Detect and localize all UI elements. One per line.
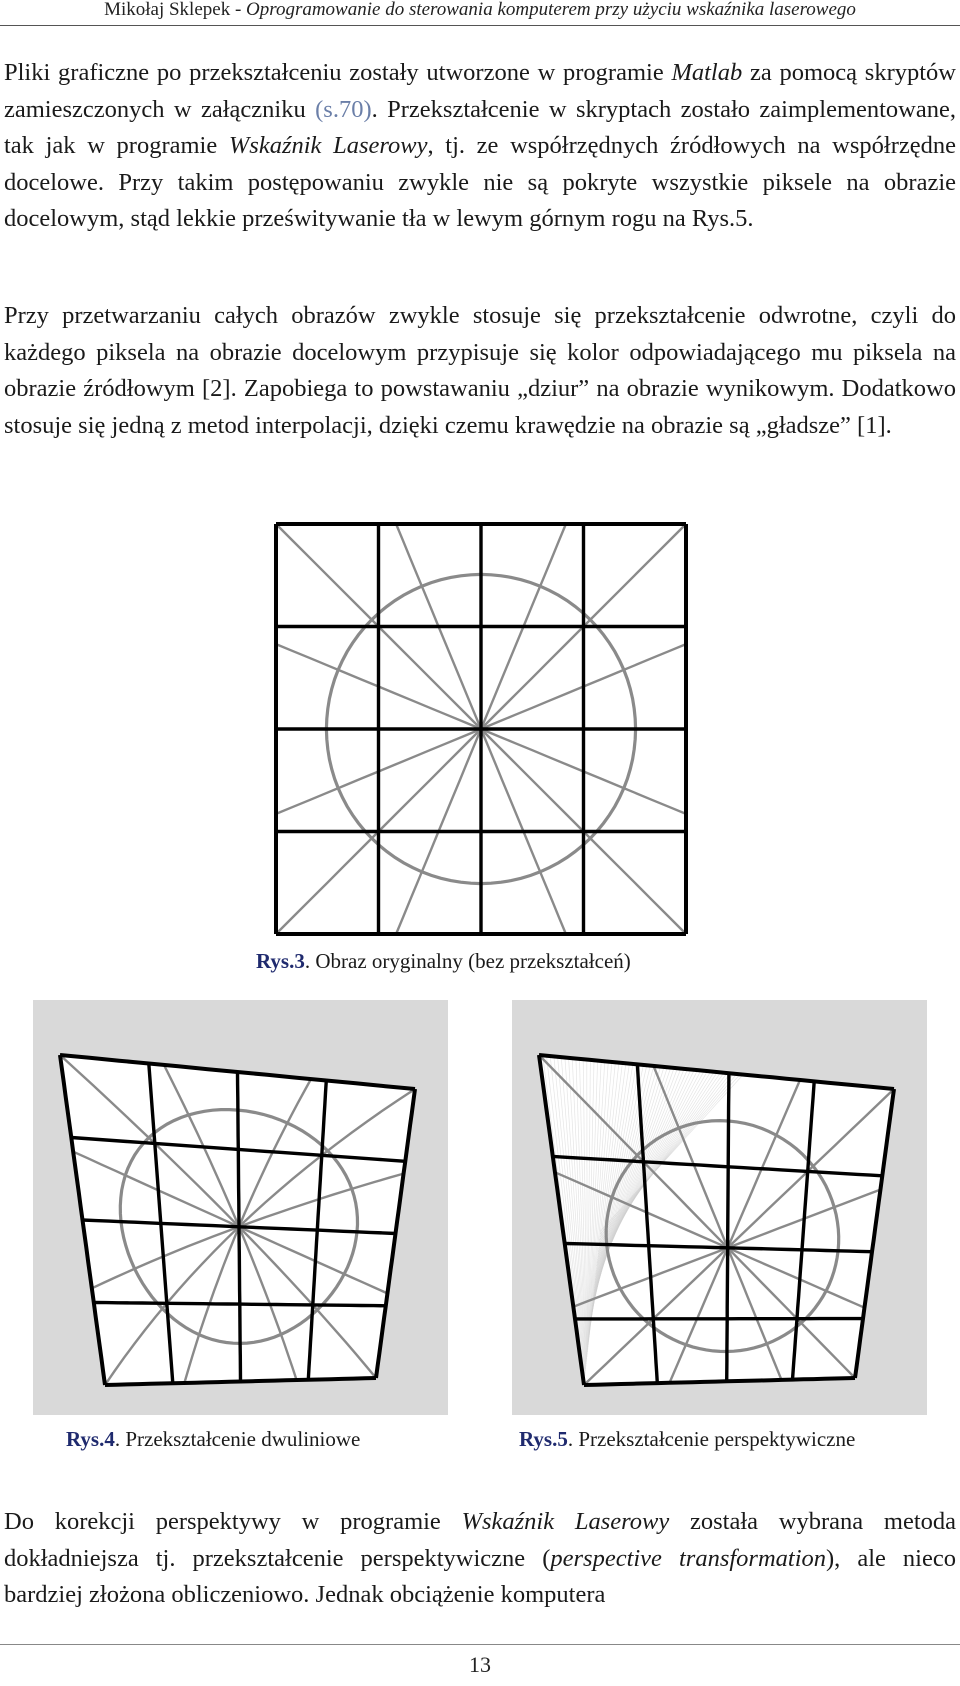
caption-fig4-text: . Przekształcenie dwuliniowe — [114, 1427, 361, 1451]
caption-fig4 — [66, 1426, 360, 1452]
paragraph-perspective-choice — [4, 1504, 956, 1614]
page-number: 13 — [469, 1652, 491, 1677]
caption-fig5-text: . Przekształcenie perspektywiczne — [567, 1427, 856, 1451]
running-header — [0, 0, 960, 26]
p3-text-3: ), ale nieco bardziej złożona obliczeniowo. Jednak obciążenie komputera — [4, 1544, 956, 1609]
grid-line-vertical — [727, 1073, 729, 1381]
paragraph-inverse-transform — [4, 298, 956, 444]
p2-text: Przy przetwarzaniu całych obrazów zwykle stosuje się przekształcenie odwrotne, czyli do każdego piksela na obrazie docelowym przypisuje się kolor odpowiadającego mu piksela na obrazie źródłowym [2]. Zapobiega to powstawaniu „dziur” na obrazie wynikowym. Dodatkowo stosuje się jedną z metod interpolacji, dzięki czemu krawędzie na obrazie są „gładsze” [1]. — [4, 302, 956, 439]
appendix-link[interactable]: (s.70) — [315, 95, 372, 123]
caption-fig3-text: . Obraz oryginalny (bez przekształceń) — [304, 949, 631, 973]
p3-english-term: perspective transformation — [550, 1544, 826, 1572]
p1-text-2: za pomocą skryptów zamieszczonych w załączniku — [4, 59, 956, 123]
p1-matlab: Matlab — [671, 59, 743, 86]
figure-perspective — [512, 1000, 927, 1415]
figure-original — [274, 522, 688, 936]
p3-program-name: Wskaźnik Laserowy — [461, 1508, 670, 1535]
p1-text-3: . Przekształcenie w skryptach zostało zaimplementowane, tak jak w programie — [4, 95, 956, 160]
p1-text-1: Pliki graficzne po przekształceniu zostały utworzone w programie — [4, 59, 672, 86]
caption-fig3 — [256, 948, 631, 974]
caption-fig5-label: Rys.5 — [519, 1427, 568, 1451]
p1-text-4: , tj. ze współrzędnych źródłowych na współrzędne docelowe. Przy takim postępowaniu zwykle nie są pokryte wszystkie piksele na obrazie docelowym, stąd lekkie prześwitywanie tła w lewym górnym rogu na Rys.5. — [4, 132, 956, 233]
footer-rule — [0, 1644, 960, 1645]
paragraph-intro — [4, 55, 956, 238]
caption-fig3-label: Rys.3 — [256, 949, 305, 973]
figure-bilinear — [33, 1000, 448, 1415]
p3-text-1: Do korekcji perspektywy w programie — [4, 1508, 462, 1535]
header-rule — [0, 25, 960, 26]
p3-text-2: została wybrana metoda dokładniejsza tj. przekształcenie perspektywiczne ( — [4, 1508, 957, 1572]
header-author: Mikołaj Sklepek - — [104, 0, 242, 20]
caption-fig5 — [519, 1426, 855, 1452]
header-title: Oprogramowanie do sterowania komputerem przy użyciu wskaźnika laserowego — [246, 0, 856, 20]
p1-program-name: Wskaźnik Laserowy — [228, 132, 428, 160]
caption-fig4-label: Rys.4 — [66, 1427, 115, 1451]
